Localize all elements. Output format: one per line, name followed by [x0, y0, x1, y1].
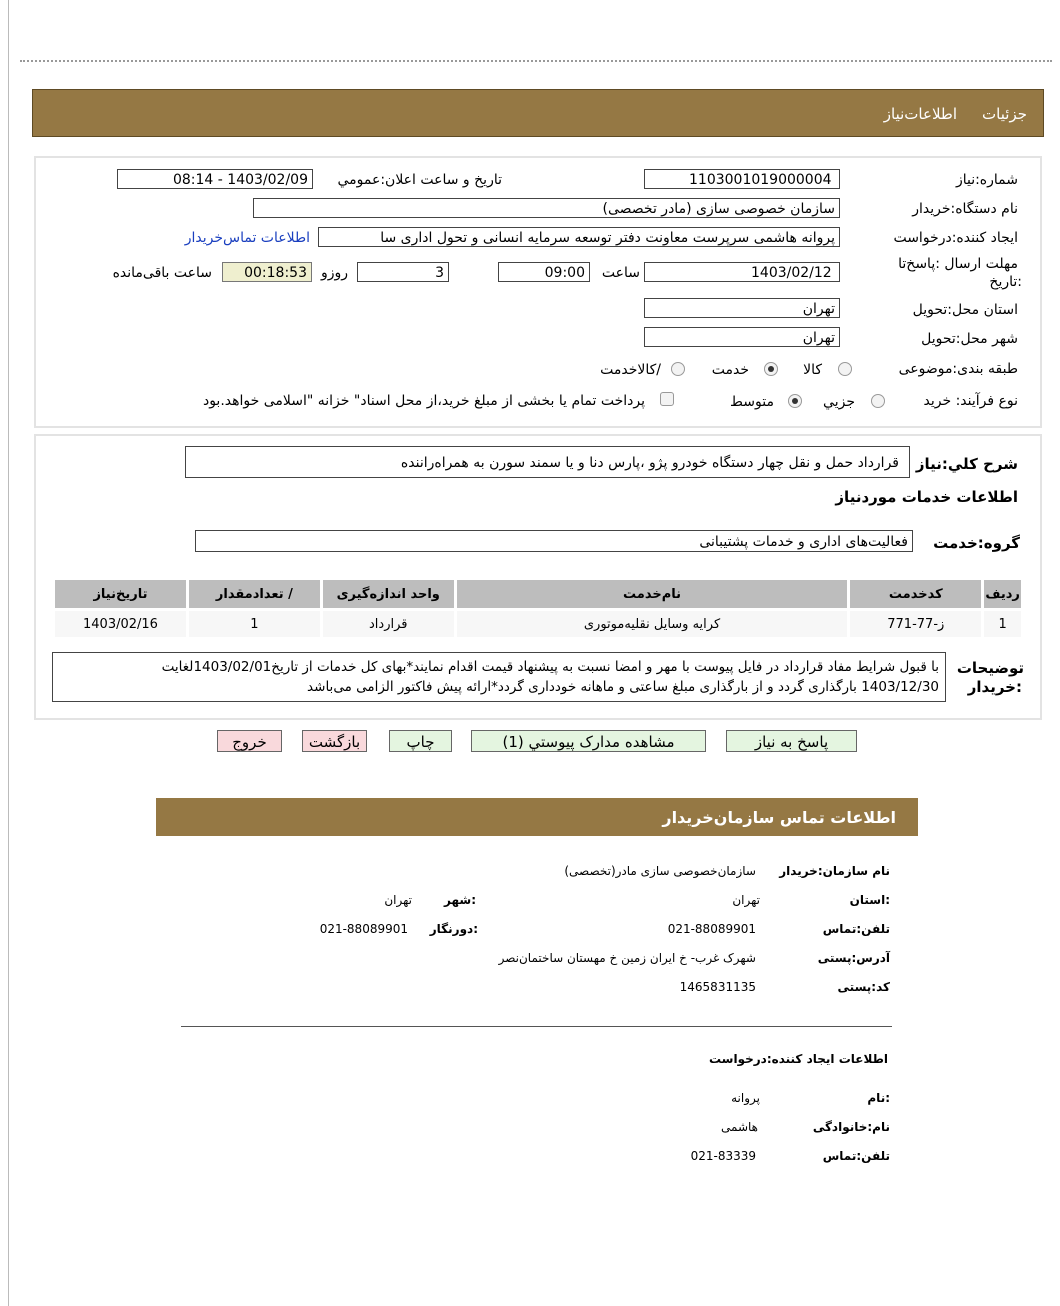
creator-phone-value: 021-83339: [690, 1149, 756, 1163]
summary-field: قرارداد حمل و نقل چهار دستگاه خودرو پژو ،پارس دنا و یا سمند سورن به همراه‌راننده: [185, 446, 910, 478]
print-button[interactable]: چاپ: [389, 730, 452, 752]
category-service-radio[interactable]: [764, 362, 778, 376]
service-group-field: فعالیت‌های اداری و خدمات پشتیبانی: [195, 530, 913, 552]
deadline-time-field: 09:00: [498, 262, 590, 282]
table-row: [55, 611, 1021, 637]
exit-button[interactable]: خروج: [217, 730, 282, 752]
contact-fax-value: 021-88089901: [319, 922, 408, 936]
summary-label: شرح کلي:نیاز: [915, 455, 1018, 473]
contact-title: اطلاعات تماس سازمان‌خریدار: [662, 808, 896, 827]
cell-quantity: 1: [189, 611, 320, 637]
need-number-label: شماره:نیاز: [955, 172, 1018, 188]
category-goods-label: کالا: [803, 362, 822, 378]
back-button[interactable]: بازگشت: [302, 730, 367, 752]
buyer-notes-label-2: :خریدار: [967, 678, 1022, 696]
announce-label: تاریخ و ساعت اعلان:عمومي: [337, 172, 502, 188]
deadline-date-field: 1403/02/12: [644, 262, 840, 282]
deadline-time-label: ساعت: [601, 265, 640, 281]
buyer-notes-box: [52, 652, 946, 702]
city-label: شهر محل:تحویل: [921, 331, 1018, 347]
contact-city-label: :شهر: [444, 893, 476, 907]
cell-row: 1: [984, 611, 1021, 637]
org-name-value: سازمان‌خصوصی سازی مادر(تخصصی): [564, 864, 756, 878]
category-goods-radio[interactable]: [838, 362, 852, 376]
need-number-field: 1103001019000004: [644, 169, 840, 189]
cell-need-date: 1403/02/16: [55, 611, 186, 637]
creator-label: ایجاد کننده:درخواست: [893, 230, 1018, 246]
creator-field: پروانه هاشمی سرپرست معاونت دفتر توسعه سرمایه انسانی و تحول اداری سا: [318, 227, 840, 247]
city-field: تهران: [644, 327, 840, 347]
creator-family-label: نام:خانوادگی: [812, 1120, 890, 1134]
treasury-payment-text: پرداخت تمام یا بخشی از مبلغ خرید،از محل اسناد" خزانه "اسلامی خواهد.بود: [202, 393, 645, 409]
creator-family-value: هاشمی: [721, 1120, 758, 1134]
contact-postal-label: کد:پستی: [837, 980, 890, 994]
view-attachments-button[interactable]: مشاهده مدارک پیوستي (1): [471, 730, 706, 752]
contact-province-value: تهران: [732, 893, 760, 907]
buyer-notes-label: توضیحات: [956, 659, 1024, 677]
category-goods-service-radio[interactable]: [671, 362, 685, 376]
col-need-date: تاریخ‌نیاز: [55, 580, 186, 608]
remaining-time-field: 00:18:53: [222, 262, 312, 282]
services-table: [52, 577, 1024, 640]
province-label: استان محل:تحویل: [912, 302, 1018, 318]
creator-name-value: پروانه: [731, 1091, 760, 1105]
col-unit: واحد اندازه‌گیری: [323, 580, 454, 608]
creator-phone-label: تلفن:تماس: [822, 1149, 890, 1163]
remaining-label: ساعت باقی‌مانده: [112, 265, 212, 281]
services-table-header: [55, 580, 1021, 608]
reply-button[interactable]: پاسخ به نیاز: [726, 730, 857, 752]
header-bar: [32, 89, 1044, 137]
services-title: اطلاعات خدمات موردنیاز: [835, 488, 1018, 506]
buyer-notes-line-2: 1403/12/30 بارگذاری گردد و از بارگذاری مبلغ ساعتی و ماهانه خودداری گردد*ارائه پیش فاکتور الزامی می‌باشد: [307, 679, 939, 695]
process-medium-radio[interactable]: [788, 394, 802, 408]
col-service-name: نام‌خدمت: [457, 580, 848, 608]
contact-postal-value: 1465831135: [679, 980, 756, 994]
category-label: طبقه بندی:موضوعی: [898, 361, 1018, 377]
buyer-contact-link[interactable]: اطلاعات تماس‌خریدار: [184, 230, 310, 246]
process-medium-label: متوسط: [730, 394, 774, 410]
announce-field: 1403/02/09 - 08:14: [117, 169, 313, 189]
contact-phone-label: تلفن:تماس: [822, 922, 890, 936]
deadline-label-2: :تاریخ: [989, 274, 1022, 290]
province-field: تهران: [644, 298, 840, 318]
category-service-label: خدمت: [711, 362, 749, 378]
col-quantity: / تعدادمقدار: [189, 580, 320, 608]
days-label: روزو: [320, 265, 348, 281]
contact-header: [156, 798, 918, 836]
treasury-payment-checkbox[interactable]: [660, 392, 674, 406]
buyer-org-field: سازمان خصوصی سازی (مادر تخصصی): [253, 198, 840, 218]
process-partial-label: جزیي: [823, 394, 855, 410]
tab-need-info[interactable]: اطلاعات‌نیاز: [883, 105, 957, 123]
creator-name-label: :نام: [867, 1091, 890, 1105]
org-name-label: نام سازمان:خریدار: [779, 864, 890, 878]
cell-service-code: ز-77-771: [850, 611, 981, 637]
process-partial-radio[interactable]: [871, 394, 885, 408]
tab-details[interactable]: جزئیات: [982, 105, 1027, 123]
contact-address-value: شهرک غرب- خ ایران زمین خ مهستان ساختمان‌نصر: [498, 951, 756, 965]
service-group-label: گروه:خدمت: [933, 534, 1020, 552]
days-field: 3: [357, 262, 449, 282]
category-goods-service-label: /کالاخدمت: [600, 362, 661, 378]
contact-phone-value: 021-88089901: [667, 922, 756, 936]
contact-address-label: آدرس:پستی: [817, 951, 890, 965]
creator-info-title: اطلاعات ایجاد کننده:درخواست: [708, 1052, 888, 1066]
contact-city-value: تهران: [384, 893, 412, 907]
deadline-label: مهلت ارسال :پاسخ‌تا: [898, 256, 1018, 272]
need-info-panel: [34, 156, 1042, 428]
col-row: ردیف: [984, 580, 1021, 608]
cell-unit: قرارداد: [323, 611, 454, 637]
top-divider: [20, 60, 1052, 62]
buyer-org-label: نام دستگاه:خریدار: [912, 201, 1018, 217]
cell-service-name: کرایه وسایل نقلیه‌موتوری: [457, 611, 848, 637]
contact-divider: [181, 1026, 892, 1027]
buyer-notes-line-1: با قبول شرایط مفاد قرارداد در فایل پیوست با مهر و امضا نسبت به پیشنهاد قیمت اقدام نمایند*بهای کل خدمات از تاریخ1403/02/01لغایت: [161, 659, 939, 675]
col-service-code: کدخدمت: [850, 580, 981, 608]
contact-fax-label: :دورنگار: [429, 922, 478, 936]
contact-province-label: :استان: [849, 893, 890, 907]
process-label: نوع فرآیند: خرید: [923, 393, 1018, 409]
left-border-line: [8, 0, 9, 1306]
